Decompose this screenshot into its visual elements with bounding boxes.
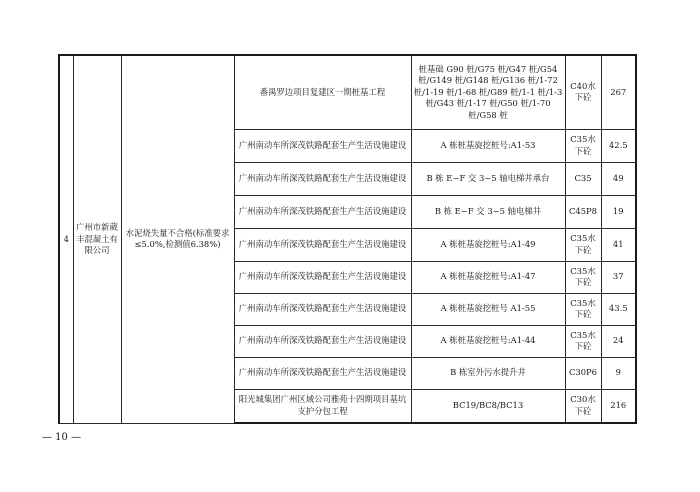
pour-location: 桩基础 G90 桩/G75 桩/G47 桩/G54 桩/G149 桩/G148 桩/G136 桩/1-72 桩/1-19 桩/1-68 桩/G89 桩/1-1 桩/1-3 桩/G43 桩/1-17 桩/G50 桩/1-70 桩/G58 桩 — [411, 55, 565, 129]
volume: 49 — [601, 162, 636, 195]
pour-location: A 栋桩基旋挖桩号:A1-53 — [411, 129, 565, 162]
volume: 9 — [601, 357, 636, 389]
project-name: 广州南动车所深茂铁路配套生产生活设施建设 — [234, 129, 411, 162]
pour-location: A 栋桩基旋挖桩号:A1-47 — [411, 261, 565, 293]
company-name: 广州市新葳丰混凝土有限公司 — [73, 55, 121, 423]
pour-location: BC19/BC8/BC13 — [411, 389, 565, 423]
pour-location: B 栋 E~F 交 3~5 轴电梯井承台 — [411, 162, 565, 195]
row-index: 4 — [59, 55, 73, 423]
pour-location: A 栋桩基旋挖桩号:A1-49 — [411, 228, 565, 261]
concrete-grade: C30水下砼 — [565, 389, 601, 423]
concrete-grade: C35水下砼 — [565, 228, 601, 261]
volume: 37 — [601, 261, 636, 293]
inspection-table — [58, 54, 637, 424]
concrete-grade: C45P8 — [565, 195, 601, 228]
pour-location: B 栋 E~F 交 3~5 轴电梯井 — [411, 195, 565, 228]
pour-location: A 栋桩基旋挖桩号:A1-44 — [411, 325, 565, 357]
volume: 24 — [601, 325, 636, 357]
table-row — [59, 55, 636, 129]
project-name: 广州南动车所深茂铁路配套生产生活设施建设 — [234, 228, 411, 261]
concrete-grade: C35水下砼 — [565, 325, 601, 357]
project-name: 广州南动车所深茂铁路配套生产生活设施建设 — [234, 162, 411, 195]
volume: 41 — [601, 228, 636, 261]
pour-location: A 栋桩基旋挖桩号 A1-55 — [411, 293, 565, 325]
issue-description: 水泥烧失量不合格(标准要求≤5.0%,检测值6.38%) — [121, 55, 234, 423]
concrete-grade: C30P6 — [565, 357, 601, 389]
project-name: 广州南动车所深茂铁路配套生产生活设施建设 — [234, 293, 411, 325]
concrete-grade: C35水下砼 — [565, 129, 601, 162]
concrete-grade: C40水下砼 — [565, 55, 601, 129]
concrete-grade: C35 — [565, 162, 601, 195]
project-name: 阳光城集团广州区域公司雅苑十四期项目基坑支护分包工程 — [234, 389, 411, 423]
volume: 42.5 — [601, 129, 636, 162]
volume: 43.5 — [601, 293, 636, 325]
volume: 267 — [601, 55, 636, 129]
project-name: 广州南动车所深茂铁路配套生产生活设施建设 — [234, 325, 411, 357]
concrete-grade: C35水下砼 — [565, 261, 601, 293]
project-name: 广州南动车所深茂铁路配套生产生活设施建设 — [234, 357, 411, 389]
project-name: 广州南动车所深茂铁路配套生产生活设施建设 — [234, 195, 411, 228]
project-name: 广州南动车所深茂铁路配套生产生活设施建设 — [234, 261, 411, 293]
volume: 19 — [601, 195, 636, 228]
volume: 216 — [601, 389, 636, 423]
page-number: — 10 — — [42, 432, 82, 443]
concrete-grade: C35水下砼 — [565, 293, 601, 325]
project-name: 番禺罗边项目复建区一期桩基工程 — [234, 55, 411, 129]
pour-location: B 栋室外污水提升井 — [411, 357, 565, 389]
